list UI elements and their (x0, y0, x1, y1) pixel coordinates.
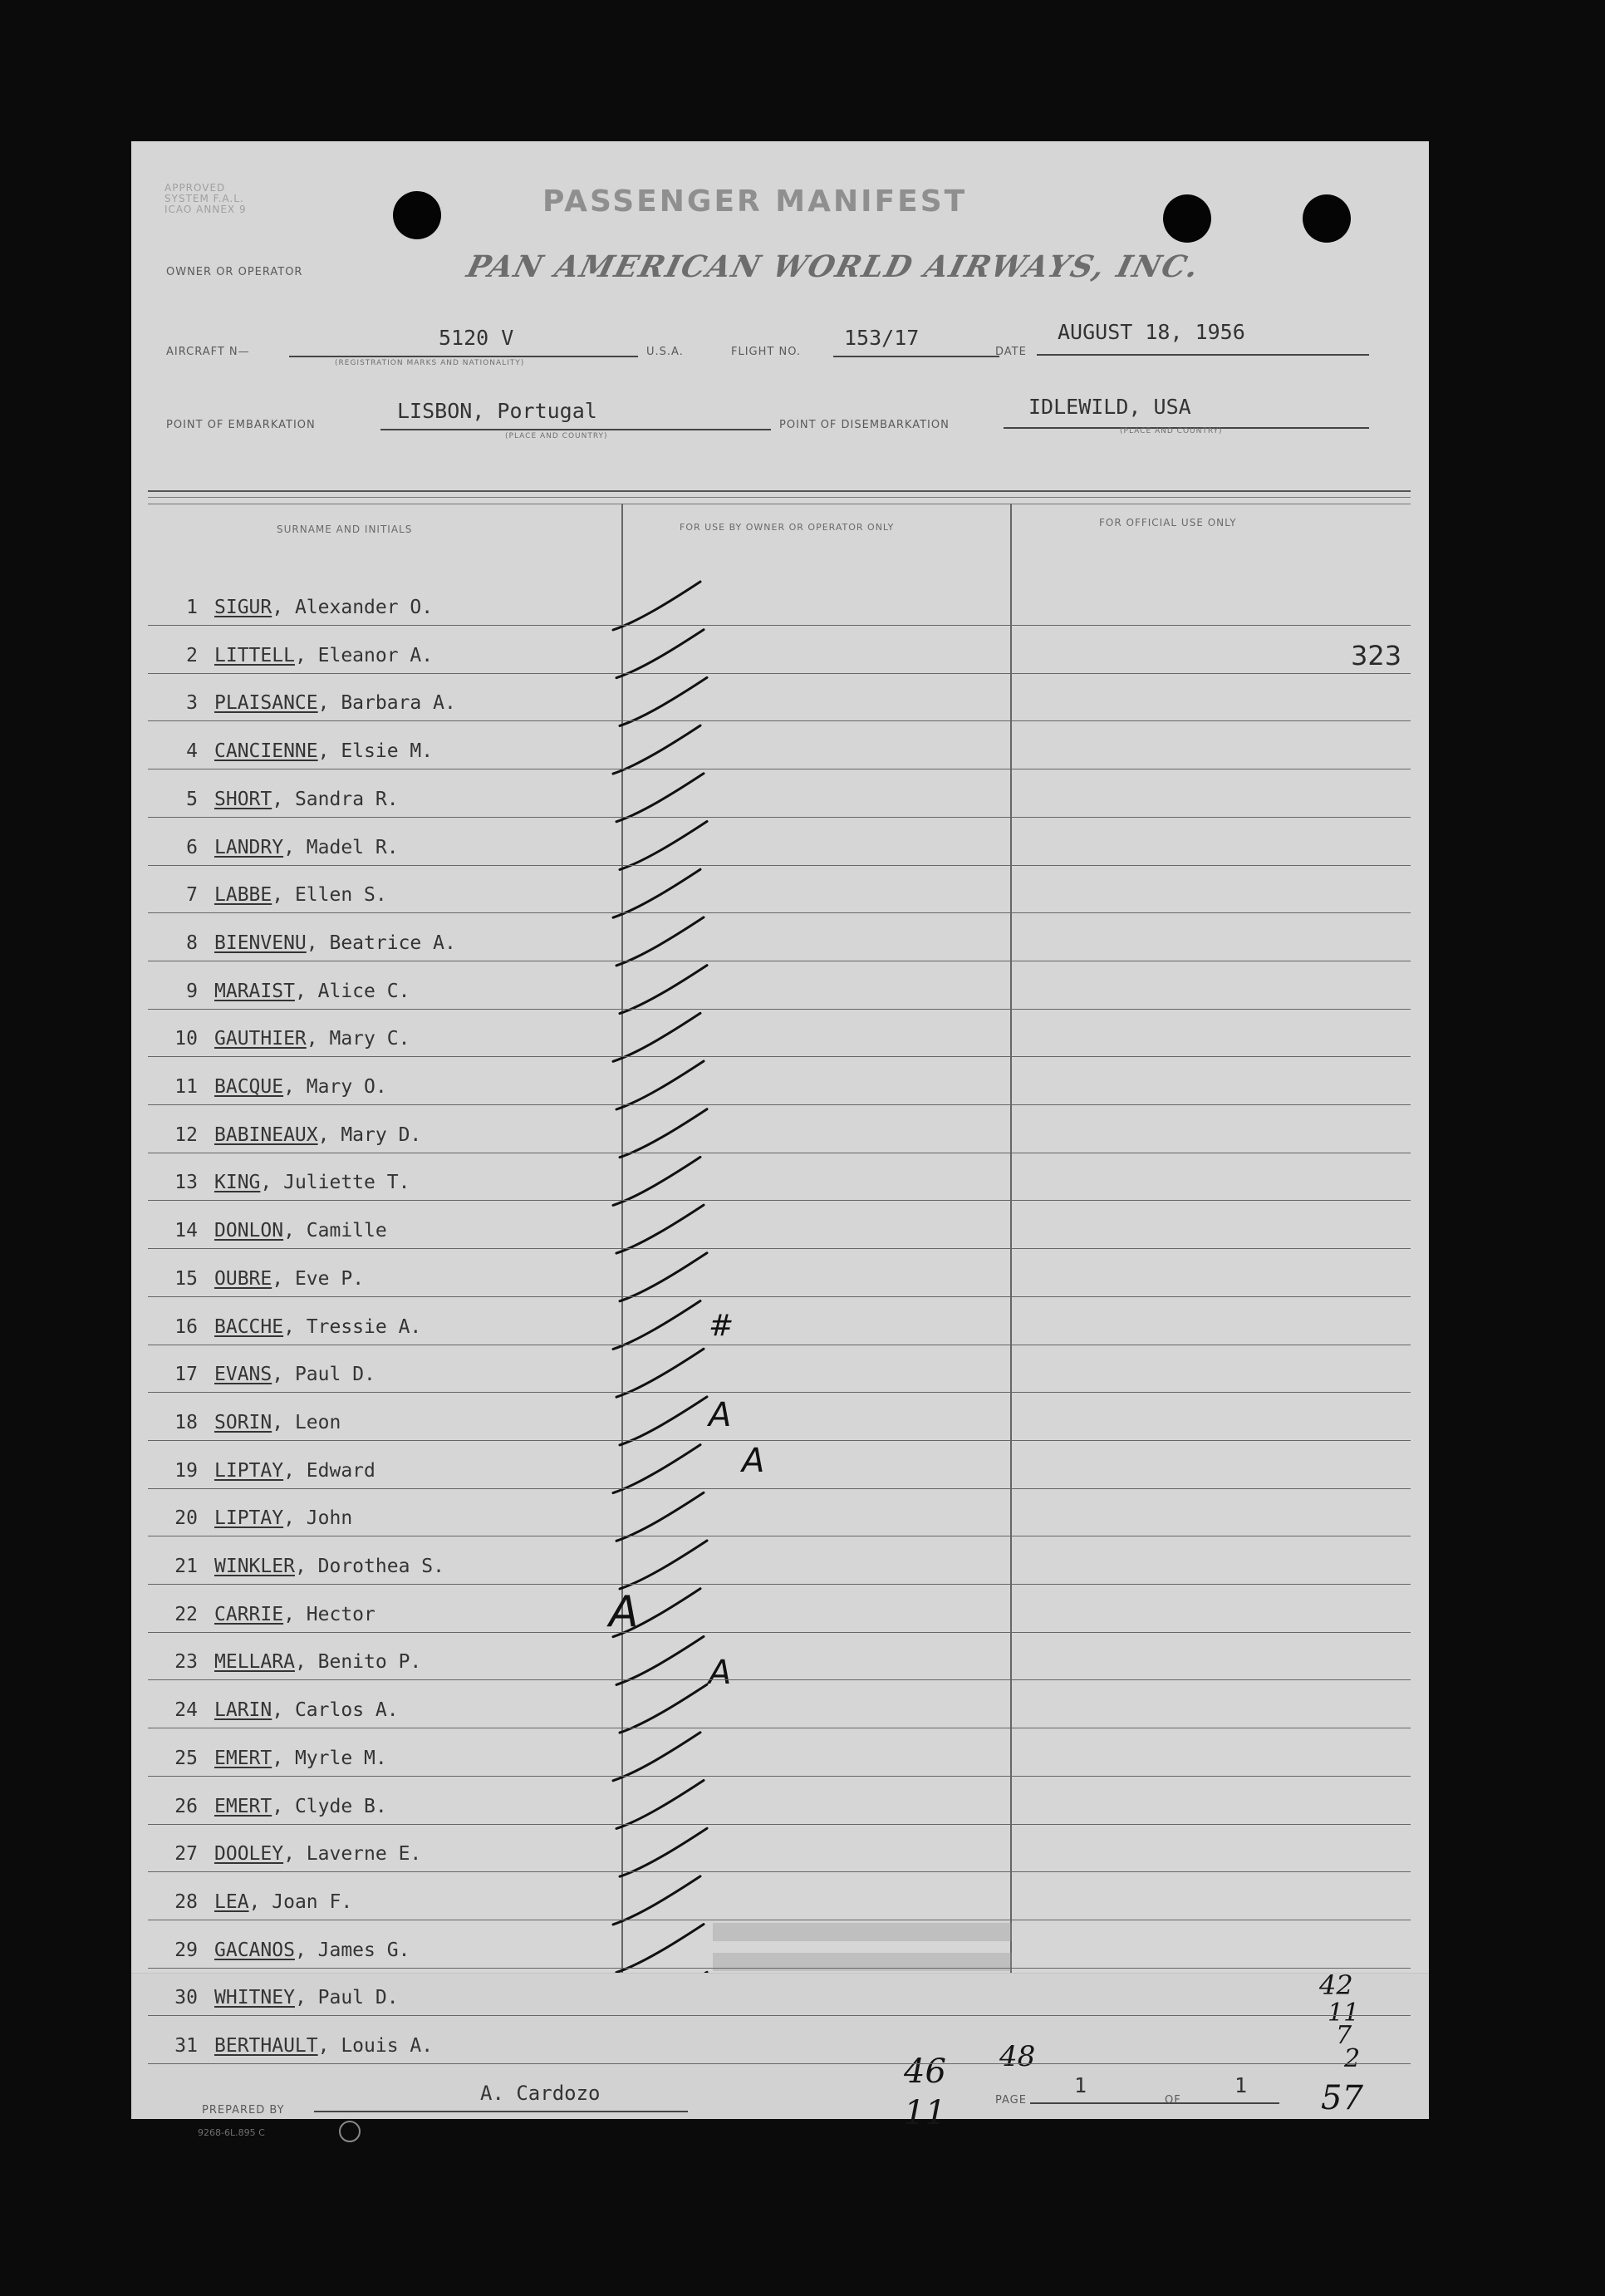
registration-caption: (REGISTRATION MARKS AND NATIONALITY) (335, 359, 525, 367)
row-rule (148, 1632, 1411, 1633)
passenger-given-name: Mary O. (306, 1076, 387, 1098)
passenger-name (214, 1268, 364, 1290)
form-title: PASSENGER MANIFEST (542, 184, 968, 219)
passenger-number: 12 (174, 1123, 198, 1146)
check-mark (613, 1301, 700, 1350)
passenger-surname: LITTELL (214, 644, 295, 666)
passenger-given-name: Hector (306, 1603, 375, 1625)
passenger-number: 6 (186, 836, 198, 858)
row-rule (148, 1200, 1411, 1201)
passenger-surname: LEA (214, 1890, 249, 1913)
hand-mark-row17: # (709, 1309, 734, 1343)
margin-2: 7 (1336, 2021, 1352, 2050)
passenger-surname: BACQUE (214, 1076, 284, 1098)
passenger-surname: EMERT (214, 1795, 272, 1817)
row-rule (148, 1584, 1411, 1585)
check-mark (616, 1492, 704, 1541)
passenger-name (214, 692, 456, 714)
passenger-name (214, 1412, 341, 1433)
passenger-name (214, 981, 410, 1002)
passenger-name (214, 1651, 421, 1673)
passenger-name (214, 1604, 375, 1625)
passenger-surname: LIPTAY (214, 1507, 284, 1530)
name-separator: , (272, 597, 295, 618)
passenger-given-name: Sandra R. (294, 788, 399, 810)
passenger-surname: WINKLER (214, 1556, 295, 1577)
row-rule (148, 1440, 1411, 1441)
disembark-caption: (PLACE AND COUNTRY) (1120, 427, 1223, 435)
row-rule (148, 1104, 1411, 1105)
passenger-name (214, 789, 399, 810)
check-mark (616, 630, 704, 678)
passenger-surname: WHITNEY (214, 1987, 295, 2009)
name-separator: , (317, 2035, 341, 2057)
check-mark (613, 725, 700, 774)
passenger-number: 8 (186, 932, 198, 954)
passenger-name (214, 1940, 410, 1961)
passenger-given-name: Mary C. (329, 1028, 410, 1050)
row-rule (148, 720, 1411, 721)
check-mark (613, 1733, 700, 1781)
passenger-number: 5 (186, 788, 198, 810)
passenger-number: 16 (174, 1315, 198, 1338)
passenger-number: 3 (186, 692, 198, 715)
passenger-number: 1 (186, 597, 198, 618)
passenger-given-name: Juliette T. (283, 1172, 410, 1194)
passenger-name (214, 1316, 421, 1338)
tally-bottom: 11 (904, 2094, 946, 2132)
hand-mark-row23: A (609, 1587, 639, 1637)
check-mark (613, 1445, 700, 1493)
row-rule (148, 2063, 1411, 2064)
name-separator: , (294, 1939, 318, 1961)
passenger-name (214, 1843, 421, 1865)
passenger-given-name: Clyde B. (294, 1795, 387, 1817)
check-mark (620, 677, 707, 725)
name-separator: , (272, 1795, 295, 1817)
passenger-surname: EMERT (214, 1747, 272, 1769)
check-mark (616, 1205, 704, 1253)
row-rule (148, 1968, 1411, 1969)
row-rule (148, 2015, 1411, 2016)
aircraft-value: 5120 V (439, 326, 514, 350)
passenger-surname: BACCHE (214, 1315, 284, 1338)
name-separator: , (283, 1076, 307, 1098)
passenger-surname: GAUTHIER (214, 1028, 307, 1050)
check-mark (620, 822, 707, 870)
check-mark (616, 774, 704, 822)
passenger-surname: BABINEAUX (214, 1123, 318, 1146)
passenger-number: 28 (174, 1890, 198, 1913)
row-rule (148, 865, 1411, 866)
airline-name: PAN AMERICAN WORLD AIRWAYS, INC. (463, 249, 1204, 284)
check-mark (613, 582, 700, 630)
hand-mark-row20: A (742, 1442, 765, 1480)
passenger-number: 31 (174, 2035, 198, 2057)
name-separator: , (272, 1364, 295, 1386)
name-separator: , (283, 1507, 307, 1530)
passenger-surname: MARAIST (214, 980, 295, 1002)
row-rule (148, 1056, 1411, 1057)
prepared-label: PREPARED BY (202, 2104, 285, 2117)
passenger-surname: CANCIENNE (214, 740, 318, 763)
name-separator: , (272, 1267, 295, 1290)
check-mark (620, 1684, 707, 1733)
row-rule (148, 1776, 1411, 1777)
passenger-number: 24 (174, 1699, 198, 1722)
check-mark (620, 1397, 707, 1445)
passenger-name (214, 1028, 410, 1050)
passenger-given-name: Joan F. (272, 1890, 353, 1913)
passenger-given-name: James G. (317, 1939, 410, 1961)
check-mark (613, 1876, 700, 1925)
name-separator: , (294, 1987, 318, 2009)
margin-3: 2 (1344, 2044, 1361, 2073)
name-separator: , (283, 1603, 307, 1625)
passenger-given-name: Carlos A. (294, 1699, 399, 1722)
check-mark (620, 966, 707, 1014)
row-rule (148, 1248, 1411, 1249)
passenger-name (214, 932, 456, 954)
passenger-given-name: Paul D. (317, 1987, 399, 2009)
passenger-name (214, 645, 433, 666)
name-separator: , (272, 1699, 295, 1722)
check-mark (613, 1013, 700, 1061)
embark-label: POINT OF EMBARKATION (166, 419, 316, 431)
passenger-number: 10 (174, 1028, 198, 1050)
passenger-name (214, 884, 387, 906)
col-head-operator: FOR USE BY OWNER OR OPERATOR ONLY (680, 522, 895, 533)
passenger-surname: OUBRE (214, 1267, 272, 1290)
passenger-surname: BERTHAULT (214, 2035, 318, 2057)
passenger-number: 13 (174, 1172, 198, 1194)
passenger-given-name: Paul D. (294, 1364, 375, 1386)
name-separator: , (306, 1028, 330, 1050)
date-label: DATE (995, 346, 1027, 358)
name-separator: , (283, 836, 307, 858)
passenger-surname: CARRIE (214, 1603, 284, 1625)
row-rule (148, 1296, 1411, 1297)
owner-label: OWNER OR OPERATOR (166, 266, 303, 278)
passenger-number: 21 (174, 1556, 198, 1577)
flight-label: FLIGHT NO. (731, 346, 802, 358)
check-mark (616, 1349, 704, 1397)
embark-value: LISBON, Portugal (397, 399, 597, 423)
passenger-surname: DOOLEY (214, 1843, 284, 1866)
passenger-given-name: Mary D. (341, 1123, 422, 1146)
passenger-number: 9 (186, 980, 198, 1002)
passenger-name (214, 1172, 410, 1193)
reference-number: 323 (1351, 640, 1402, 671)
passenger-name (214, 837, 399, 858)
passenger-given-name: Eleanor A. (317, 644, 434, 666)
name-separator: , (272, 788, 295, 810)
check-mark (620, 1109, 707, 1158)
passenger-number: 22 (174, 1603, 198, 1625)
passenger-number: 7 (186, 884, 198, 907)
check-mark (616, 917, 704, 966)
passenger-given-name: Tressie A. (306, 1315, 422, 1338)
name-separator: , (294, 1556, 318, 1577)
page-value: 1 (1074, 2073, 1087, 2097)
passenger-given-name: Dorothea S. (317, 1556, 444, 1577)
passenger-name (214, 1507, 352, 1529)
row-rule (148, 673, 1411, 674)
embark-caption: (PLACE AND COUNTRY) (505, 432, 608, 440)
passenger-surname: SIGUR (214, 597, 272, 618)
row-rule (148, 625, 1411, 626)
hand-mark-row24: A (709, 1654, 732, 1692)
passenger-given-name: John (306, 1507, 353, 1530)
passenger-number: 25 (174, 1747, 198, 1769)
name-separator: , (283, 1843, 307, 1866)
passenger-surname: SHORT (214, 788, 272, 810)
passenger-given-name: Ellen S. (294, 884, 387, 907)
passenger-surname: MELLARA (214, 1651, 295, 1674)
check-mark (616, 1061, 704, 1109)
passenger-number: 11 (174, 1076, 198, 1098)
passenger-number: 26 (174, 1795, 198, 1817)
passenger-number: 14 (174, 1220, 198, 1242)
passenger-name (214, 1460, 375, 1482)
passenger-surname: LIPTAY (214, 1459, 284, 1482)
check-mark (620, 1828, 707, 1876)
aircraft-label: AIRCRAFT N— (166, 346, 250, 358)
row-rule (148, 1488, 1411, 1489)
passenger-surname: LABBE (214, 884, 272, 907)
passenger-surname: DONLON (214, 1220, 284, 1242)
passenger-number: 23 (174, 1651, 198, 1674)
page-label: PAGE (995, 2094, 1027, 2107)
check-mark (620, 1541, 707, 1589)
name-separator: , (306, 932, 330, 954)
passenger-name (214, 597, 433, 618)
passenger-given-name: Camille (306, 1220, 387, 1242)
name-separator: , (317, 740, 341, 763)
passenger-given-name: Madel R. (306, 836, 399, 858)
passenger-name (214, 1076, 387, 1098)
check-mark (620, 1253, 707, 1301)
prepared-value: A. Cardozo (480, 2082, 601, 2105)
passenger-number: 29 (174, 1939, 198, 1961)
passenger-number: 17 (174, 1364, 198, 1386)
passenger-name (214, 1124, 421, 1146)
passenger-given-name: Eve P. (294, 1267, 365, 1290)
passenger-name (214, 740, 433, 762)
passenger-given-name: Alice C. (317, 980, 410, 1002)
usa-label: U.S.A. (646, 346, 684, 358)
row-rule (148, 1679, 1411, 1680)
passenger-surname: LANDRY (214, 836, 284, 858)
passenger-surname: SORIN (214, 1411, 272, 1433)
of-value: 1 (1234, 2073, 1248, 2097)
passenger-number: 27 (174, 1843, 198, 1866)
col-head-official: FOR OFFICIAL USE ONLY (1099, 517, 1237, 529)
passenger-given-name: Leon (294, 1411, 341, 1433)
passenger-given-name: Elsie M. (341, 740, 434, 763)
hand-mark-row19: A (709, 1396, 732, 1434)
check-mark (616, 1636, 704, 1684)
passenger-name (214, 1796, 387, 1817)
tally-mid: 48 (999, 2040, 1036, 2073)
check-mark (613, 1157, 700, 1205)
passenger-name (214, 1364, 375, 1385)
passenger-given-name: Alexander O. (294, 597, 434, 618)
row-rule (148, 912, 1411, 913)
margin-1: 11 (1328, 1999, 1360, 2028)
name-separator: , (248, 1890, 272, 1913)
check-mark (616, 1925, 704, 1973)
passenger-given-name: Edward (306, 1459, 375, 1482)
date-value: AUGUST 18, 1956 (1058, 320, 1245, 344)
passenger-number: 20 (174, 1507, 198, 1530)
name-separator: , (317, 692, 341, 715)
approval-stamp: APPROVED SYSTEM F.A.L. ICAO ANNEX 9 (164, 182, 247, 215)
passenger-name (214, 1891, 352, 1913)
passenger-given-name: Louis A. (341, 2035, 434, 2057)
passenger-number: 4 (186, 740, 198, 763)
row-rule (148, 1392, 1411, 1393)
col-head-surname: SURNAME AND INITIALS (277, 524, 413, 535)
name-separator: , (283, 1315, 307, 1338)
disembark-label: POINT OF DISEMBARKATION (779, 419, 950, 431)
passenger-surname: EVANS (214, 1364, 272, 1386)
check-mark (616, 1781, 704, 1829)
small-seal-icon (339, 2121, 361, 2142)
name-separator: , (294, 980, 318, 1002)
row-rule (148, 817, 1411, 818)
margin-top: 42 (1319, 1969, 1353, 2001)
passenger-given-name: Myrle M. (294, 1747, 387, 1769)
passenger-name (214, 1556, 444, 1577)
manifest-sheet (131, 141, 1429, 2138)
name-separator: , (272, 884, 295, 907)
row-rule (148, 1824, 1411, 1825)
margin-total: 57 (1321, 2079, 1363, 2117)
passenger-number: 2 (186, 644, 198, 666)
passenger-name (214, 2035, 433, 2057)
name-separator: , (272, 1747, 295, 1769)
passenger-surname: PLAISANCE (214, 692, 318, 715)
passenger-number: 30 (174, 1987, 198, 2009)
form-code: 9268-6L.895 C (198, 2127, 265, 2138)
of-label: OF (1165, 2094, 1181, 2107)
row-rule (148, 1009, 1411, 1010)
passenger-name (214, 1220, 387, 1241)
passenger-number: 18 (174, 1411, 198, 1433)
passenger-name (214, 1748, 387, 1769)
name-separator: , (317, 1123, 341, 1146)
passenger-surname: BIENVENU (214, 932, 307, 954)
name-separator: , (283, 1220, 307, 1242)
name-separator: , (283, 1459, 307, 1482)
passenger-given-name: Benito P. (317, 1651, 422, 1674)
check-mark (613, 869, 700, 917)
passenger-name (214, 1987, 399, 2008)
passenger-given-name: Barbara A. (341, 692, 456, 715)
passenger-surname: GACANOS (214, 1939, 295, 1961)
flight-value: 153/17 (844, 326, 920, 350)
name-separator: , (260, 1172, 284, 1194)
passenger-surname: LARIN (214, 1699, 272, 1722)
passenger-given-name: Laverne E. (306, 1843, 422, 1866)
passenger-given-name: Beatrice A. (329, 932, 456, 954)
name-separator: , (294, 644, 318, 666)
row-rule (148, 1871, 1411, 1872)
tally-top: 46 (904, 2053, 946, 2091)
passenger-number: 19 (174, 1459, 198, 1482)
passenger-surname: KING (214, 1172, 261, 1194)
passenger-name (214, 1699, 399, 1721)
name-separator: , (294, 1651, 318, 1674)
disembark-value: IDLEWILD, USA (1028, 395, 1191, 419)
name-separator: , (272, 1411, 295, 1433)
passenger-number: 15 (174, 1267, 198, 1290)
